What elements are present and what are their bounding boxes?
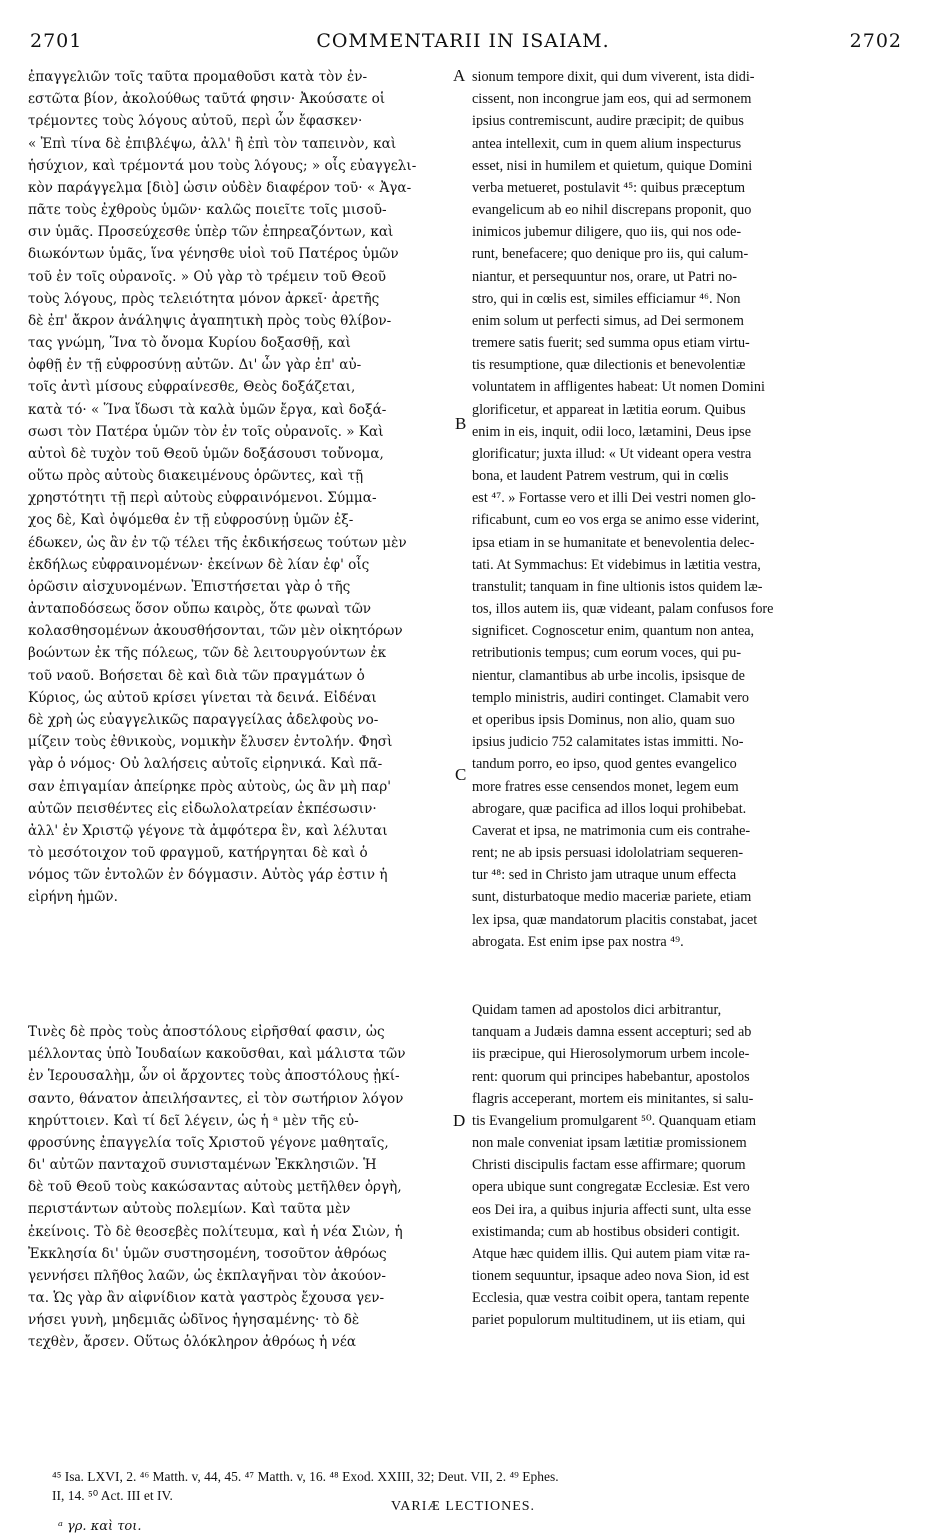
greek-text-line: σαντο, θάνατον ἀπειλήσαντες, εἰ τὸν σωτήριον λόγον xyxy=(28,1090,404,1107)
latin-text-line: esset, nisi in humilem et quietum, quique Domini xyxy=(472,157,753,174)
latin-text-line: opera ubique sunt congregatæ Ecclesiæ. Est vero xyxy=(472,1179,750,1196)
latin-text-line: non male conveniat ipsam lætitiæ promissionem xyxy=(472,1135,747,1152)
latin-text-line: sionum tempore dixit, qui dum viverent, ista didi- xyxy=(472,69,755,85)
latin-text-line: transtulit; tanquam in fine ultionis istos quidem læ- xyxy=(472,578,763,595)
latin-text-line: iis præcipue, qui Hierosolymorum urbem incole- xyxy=(472,1046,750,1063)
footnote-line: ⁴⁵ Isa. LXVI, 2. ⁴⁶ Matth. v, 44, 45. ⁴⁷ Matth. v, 16. ⁴⁸ Exod. XXIII, 32; Deut. VII, 2. ⁴⁹ Ephes. xyxy=(52,1469,559,1484)
latin-column-top xyxy=(472,66,912,953)
latin-text-line: ipsa etiam in se humanitate et benevolentia delec- xyxy=(472,534,755,551)
latin-text-line: niantur, et persequuntur nos, orare, ut Patri no- xyxy=(472,268,737,285)
latin-column-bottom xyxy=(472,999,912,1332)
latin-text-line: stro, qui in cœlis est, similes efficiamur ⁴⁶. Non xyxy=(472,290,741,307)
greek-text-line: πᾶτε τοὺς ἐχθροὺς ὑμῶν· καλῶς ποιεῖτε τοῖς μισοῦ- xyxy=(28,202,387,219)
latin-text-line: tionem sequuntur, ipsaque adeo nova Sion, id est xyxy=(472,1268,750,1285)
greek-text-line: γὰρ ὁ νόμος· Οὐ λαλήσεις αὐτοῖς εἰρηνικά. Καὶ πᾶ- xyxy=(28,756,383,773)
greek-text-line: τρέμοντες τοὺς λόγους αὐτοῦ, περὶ ὧν ἔφασκεν· xyxy=(28,113,363,130)
greek-text-line: Ἐκκλησία δι' ὑμῶν συστησομένη, τοσοῦτον ἀθρόως xyxy=(28,1245,387,1262)
greek-column-top xyxy=(28,66,448,909)
latin-text-line: Atque hæc quidem illis. Qui autem piam vitæ ra- xyxy=(472,1245,750,1262)
greek-text-line: γεννήσει πλῆθος λαῶν, ὡς ἐκπλαγῆναι τὸν ἀκούον- xyxy=(28,1267,386,1284)
greek-text-line: τοῦ ἐν τοῖς οὐρανοῖς. » Οὐ γὰρ τὸ τρέμειν τοῦ Θεοῦ xyxy=(28,268,387,285)
latin-text-line: voluntatem in affligentes habeat: Ut nomen Domini xyxy=(472,379,765,396)
variae-lectiones-heading: VARIÆ LECTIONES. xyxy=(390,1499,536,1514)
greek-text-line: Κύριος, ὡς αὐτοῦ κρίσει γίνεται τὰ δεινά. Εἰδέναι xyxy=(28,689,377,706)
latin-text-line: et operibus ipsis Dominus, non alio, quam suo xyxy=(472,711,735,728)
greek-text-line: περιστάντων αὐτοὺς πολεμίων. Καὶ ταῦτα μὲν xyxy=(28,1201,351,1218)
greek-text-line: « Ἐπὶ τίνα δὲ ἐπιβλέψω, ἀλλ' ἢ ἐπὶ τὸν ταπεινὸν, καὶ xyxy=(28,135,397,152)
greek-text-line: δὲ ἐπ' ἄκρον ἀνάληψις ἀγαπητικὴ πρὸς τοὺς θλίβον- xyxy=(28,312,392,329)
latin-text-line: antea intellexit, cum in quem alium inspecturus xyxy=(472,135,742,152)
variant-reading-note: ᵃ γρ. καὶ τοι. xyxy=(58,1519,142,1534)
greek-text-line: τὸ μεσότοιχον τοῦ φραγμοῦ, κατήργηται δὲ καὶ ὁ xyxy=(28,845,368,862)
right-page-number: 2702 xyxy=(849,30,902,52)
greek-text-line: ὀφθῇ ἐν τῇ εὐφροσύνῃ αὐτῶν. Δι' ὧν γὰρ ἐπ' αὐ- xyxy=(28,357,362,374)
greek-text-line: φροσύνης ἐπαγγελία τοῖς Χριστοῦ γέγονε μαθηταῖς, xyxy=(28,1134,389,1151)
footnote-line: II, 14. ⁵⁰ Act. III et IV. xyxy=(52,1488,173,1503)
latin-text-line: tos, illos autem iis, quæ videant, palam confusos fore xyxy=(472,601,774,618)
latin-text-line: eos Dei ira, a quibus injuria affecti sunt, ulta esse xyxy=(472,1201,752,1218)
greek-text-line: κηρύττοιεν. Καὶ τί δεῖ λέγειν, ὡς ἡ ᵃ μὲν τῆς εὐ- xyxy=(28,1112,359,1129)
greek-text-line: έδωκεν, ὡς ἂν ἐν τῷ τέλει τῆς ἐκδικήσεως τούτων μὲν xyxy=(28,534,407,551)
greek-text-line: εστῶτα βίον, ἀκολούθως ταῦτά φησιν· Ἀκούσατε οἱ xyxy=(28,91,386,108)
greek-text-line: σιν ὑμᾶς. Προσεύχεσθε ὑπὲρ τῶν ἐπηρεαζόντων, καὶ xyxy=(28,224,394,241)
greek-text-line: τας γνώμη, Ἵνα τὸ ὄνομα Κυρίου δοξασθῇ, καὶ xyxy=(28,335,351,352)
greek-column-bottom xyxy=(28,1021,448,1354)
greek-text-line: νήσει γυνὴ, μηδεμιᾶς ὠδῖνος ἡγησαμένης· τὸ δὲ xyxy=(28,1312,360,1329)
latin-text-line: tis Evangelium promulgarent ⁵⁰. Quanquam etiam xyxy=(472,1112,757,1129)
latin-text-line: pariet populorum multitudinem, ut iis etiam, qui xyxy=(472,1312,746,1329)
latin-text-line: verba metueret, postulavit ⁴⁵: quibus præceptum xyxy=(472,179,746,196)
greek-text-line: χρηστότητι τῇ περὶ αὐτοὺς εὐφραινόμενοι. Σύμμα- xyxy=(28,490,377,507)
latin-text-line: glorificatur; juxta illud: « Ut videant opera vestra xyxy=(472,445,752,462)
left-page-number: 2701 xyxy=(30,30,83,52)
greek-text-line: κατὰ τό· « Ἵνα ἴδωσι τὰ καλὰ ὑμῶν ἔργα, καὶ δοξά- xyxy=(28,401,387,418)
latin-text-line: Quidam tamen ad apostolos dici arbitrantur, xyxy=(472,1002,722,1018)
greek-text-line: τοὺς λόγους, πρὸς τελειότητα μόνον ἀρκεῖ· ἀρετῆς xyxy=(28,290,380,307)
greek-text-line: ἡσύχιον, καὶ τρέμοντά μου τοὺς λόγους; » οἷς εὐαγγελι- xyxy=(28,157,417,174)
latin-text-line: Christi discipulis factam esse affirmare; quorum xyxy=(472,1157,746,1174)
greek-text-line: αὐτῶν πεισθέντες εἰς εἰδωλολατρείαν ἐκπέσωσιν· xyxy=(28,800,377,817)
greek-text-line: αὐτοὶ δὲ τυχὸν τοῦ Θεοῦ ὑμῶν δοξάσουσι τοὔνομα, xyxy=(28,445,384,462)
running-title: COMMENTARII IN ISAIAM. xyxy=(316,30,610,52)
latin-text-line: enim in eis, inquit, odii loco, lætamini, Deus ipse xyxy=(472,423,751,440)
greek-text-line: ἐκείνοις. Τὸ δὲ θεοσεβὲς πολίτευμα, καὶ ἡ νέα Σιὼν, ἡ xyxy=(28,1223,403,1240)
greek-text-line: διωκόντων ὑμᾶς, ἵνα γένησθε υἱοὶ τοῦ Πατέρος ὑμῶν xyxy=(28,246,399,263)
greek-text-line: σαν ἐπιγαμίαν ἀπείρηκε πρὸς αὐτοὺς, ὡς ἂν μὴ παρ' xyxy=(28,778,391,795)
greek-text-line: εἰρήνη ἡμῶν. xyxy=(28,889,118,906)
latin-text-line: glorificetur, et appareat in lætitia eorum. Quibus xyxy=(472,401,746,418)
latin-text-line: abrogata. Est enim ipse pax nostra ⁴⁹. xyxy=(472,933,684,950)
latin-text-line: retributionis tempus; cum eorum voces, qui pu- xyxy=(472,645,742,662)
greek-text-line: κολασθησομένων ἀκουσθήσονται, τῶν μὲν οἰκητόρων xyxy=(28,623,403,640)
greek-text-line: χος δὲ, Καὶ ὀψόμεθα ἐν τῇ εὐφροσύνῃ ὑμῶν ἐξ- xyxy=(28,512,354,529)
latin-text-line: templo ministris, audiri continget. Clamabit vero xyxy=(472,689,750,706)
greek-text-line: νόμος τῶν ἐντολῶν ἐν δόγμασιν. Αὐτὸς γάρ ἐστιν ἡ xyxy=(28,867,388,884)
greek-text-line: μίζειν τοὺς ἐθνικοὺς, νομικὴν ἔλυσεν ἐντολήν. Φησὶ xyxy=(28,734,393,751)
latin-text-line: significet. Cognoscetur enim, quantum non antea, xyxy=(472,623,755,640)
greek-text-line: σωσι τὸν Πατέρα ὑμῶν τὸν ἐν τοῖς οὐρανοῖς. » Καὶ xyxy=(28,423,384,440)
latin-text-line: flagris acceperant, mortem eis minitantes, si salu- xyxy=(472,1090,754,1107)
latin-text-line: ipsius contremiscunt, audire præcipit; de quibus xyxy=(472,113,744,130)
latin-text-line: Caverat et ipsa, ne matrimonia cum eis contrahe- xyxy=(472,822,751,839)
greek-text-line: βοώντων ἐκ τῆς πόλεως, τῶν δὲ λειτουργούντων ἐκ xyxy=(28,645,387,662)
latin-text-line: lex ipsa, quæ mandatorum placitis constabat, jacet xyxy=(472,911,758,928)
latin-text-line: inimicos jubemur diligere, quo iis, qui nos ode- xyxy=(472,224,742,241)
greek-text-line: Τινὲς δὲ πρὸς τοὺς ἀποστόλους εἰρῆσθαί φασιν, ὡς xyxy=(28,1024,385,1040)
latin-text-line: est ⁴⁷. » Fortasse vero et illi Dei vestri nomen glo- xyxy=(472,490,756,507)
latin-text-line: nientur, clamantibus ab urbe incolis, ipsisque de xyxy=(472,667,745,684)
greek-text-line: δὲ χρὴ ὡς εὐαγγελικῶς παραγγείλας ἀδελφοὺς νο- xyxy=(28,711,379,728)
latin-text-line: existimanda; cum ab hostibus obsideri contigit. xyxy=(472,1223,740,1240)
latin-text-line: more fratres esse censendos monet, legem eum xyxy=(472,778,739,795)
greek-text-line: οὕτω πρὸς αὐτοὺς διακειμένους ὁρῶντες, καὶ τῇ xyxy=(28,468,364,485)
greek-text-line: ἐκδήλως εὐφραινομένων· ἐκείνων δὲ λίαν ἐφ' οἷς xyxy=(28,556,370,573)
latin-text-line: ipsius judicio 752 calamitates istas immitti. No- xyxy=(472,734,744,751)
latin-text-line: tanquam a Judæis damna essent accepturi; sed ab xyxy=(472,1024,752,1041)
latin-text-line: sunt, disturbatoque medio maceriæ pariete, etiam xyxy=(472,889,752,906)
greek-text-line: ἀλλ' ἐν Χριστῷ γέγονε τὰ ἀμφότερα ἓν, καὶ λέλυται xyxy=(28,822,388,839)
greek-text-line: τεχθὲν, ἄρσεν. Οὕτως ὁλόκληρον ἀθρόως ἡ νέα xyxy=(28,1334,357,1351)
greek-text-line: ἀνταποδόσεως ὅσον οὔπω καιρὸς, ὅτε φωναὶ τῶν xyxy=(28,601,372,618)
latin-text-line: tati. At Symmachus: Et videbimus in lætitia vestra, xyxy=(472,556,761,573)
latin-text-line: rificabunt, cum eo vos erga se animo esse viderint, xyxy=(472,512,760,529)
latin-text-line: cissent, non incongrue jam eos, qui ad sermonem xyxy=(472,91,752,108)
section-marker-b: B xyxy=(455,414,467,433)
greek-text-line: δι' αὐτῶν πανταχοῦ συνισταμένων Ἐκκλησιῶν. Ἡ xyxy=(28,1157,377,1174)
latin-text-line: bona, et laudent Patrem vestrum, qui in cœlis xyxy=(472,468,729,485)
latin-text-line: rent; ne ab ipsis persuasi idololatriam sequeren- xyxy=(472,845,744,862)
greek-text-line: τοῖς ἀντὶ μίσους εὐφραίνεσθε, Θεὸς δοξάζεται, xyxy=(28,379,356,396)
latin-text-line: evangelicum ab eo nihil discrepans proponit, quo xyxy=(472,202,752,219)
greek-text-line: ἐν Ἱερουσαλὴμ, ὧν οἱ ἄρχοντες τοὺς ἀποστόλους ᾐκί- xyxy=(28,1068,400,1085)
latin-text-line: Ecclesia, quæ vestra coibit opera, tantam repente xyxy=(472,1290,750,1307)
latin-text-line: tremere satis fuerit; sed summa opus etiam virtu- xyxy=(472,335,750,352)
latin-text-line: tis resumptione, quæ dilectionis et benevolentiæ xyxy=(472,357,746,374)
latin-text-line: rent: quorum qui principes habebantur, apostolos xyxy=(472,1068,750,1085)
section-marker-a: A xyxy=(453,66,466,85)
greek-text-line: μέλλοντας ὑπὸ Ἰουδαίων κακοῦσθαι, καὶ μάλιστα τῶν xyxy=(28,1046,406,1063)
greek-text-line: κὸν παράγγελμα [διὸ] ὡσιν οὐδὲν διαφέρον τοῦ· « Ἀγα- xyxy=(28,179,412,196)
section-marker-c: C xyxy=(455,765,467,784)
latin-text-line: runt, benefacere; quo denique pro iis, qui calum- xyxy=(472,246,749,263)
greek-text-line: ὁρῶσιν αἰσχυνομένων. Ἐπιστήσεται γὰρ ὁ τῆς xyxy=(28,578,351,595)
latin-text-line: enim solum ut perfecti simus, ad Dei sermonem xyxy=(472,312,744,329)
latin-text-line: abrogare, quæ pacifica ad illos loqui prohibebat. xyxy=(472,800,747,817)
section-marker-d: D xyxy=(453,1111,466,1130)
latin-text-line: tandum porro, eo ipso, quod gentes evangelico xyxy=(472,756,737,773)
greek-text-line: ἐπαγγελιῶν τοῖς ταῦτα προμαθοῦσι κατὰ τὸν ἐν- xyxy=(28,69,368,85)
greek-text-line: τα. Ὡς γὰρ ἂν αἰφνίδιον κατὰ γαστρὸς ἔχουσα γεν- xyxy=(28,1290,385,1307)
latin-text-line: tur ⁴⁸: sed in Christo jam utraque unum effecta xyxy=(472,867,737,884)
greek-text-line: τοῦ ναοῦ. Βοήσεται δὲ καὶ διὰ τῶν πραγμάτων ὁ xyxy=(28,667,365,684)
greek-text-line: δὲ τοῦ Θεοῦ τοὺς κακώσαντας αὐτοὺς μετῆλθεν ὀργὴ, xyxy=(28,1179,402,1196)
